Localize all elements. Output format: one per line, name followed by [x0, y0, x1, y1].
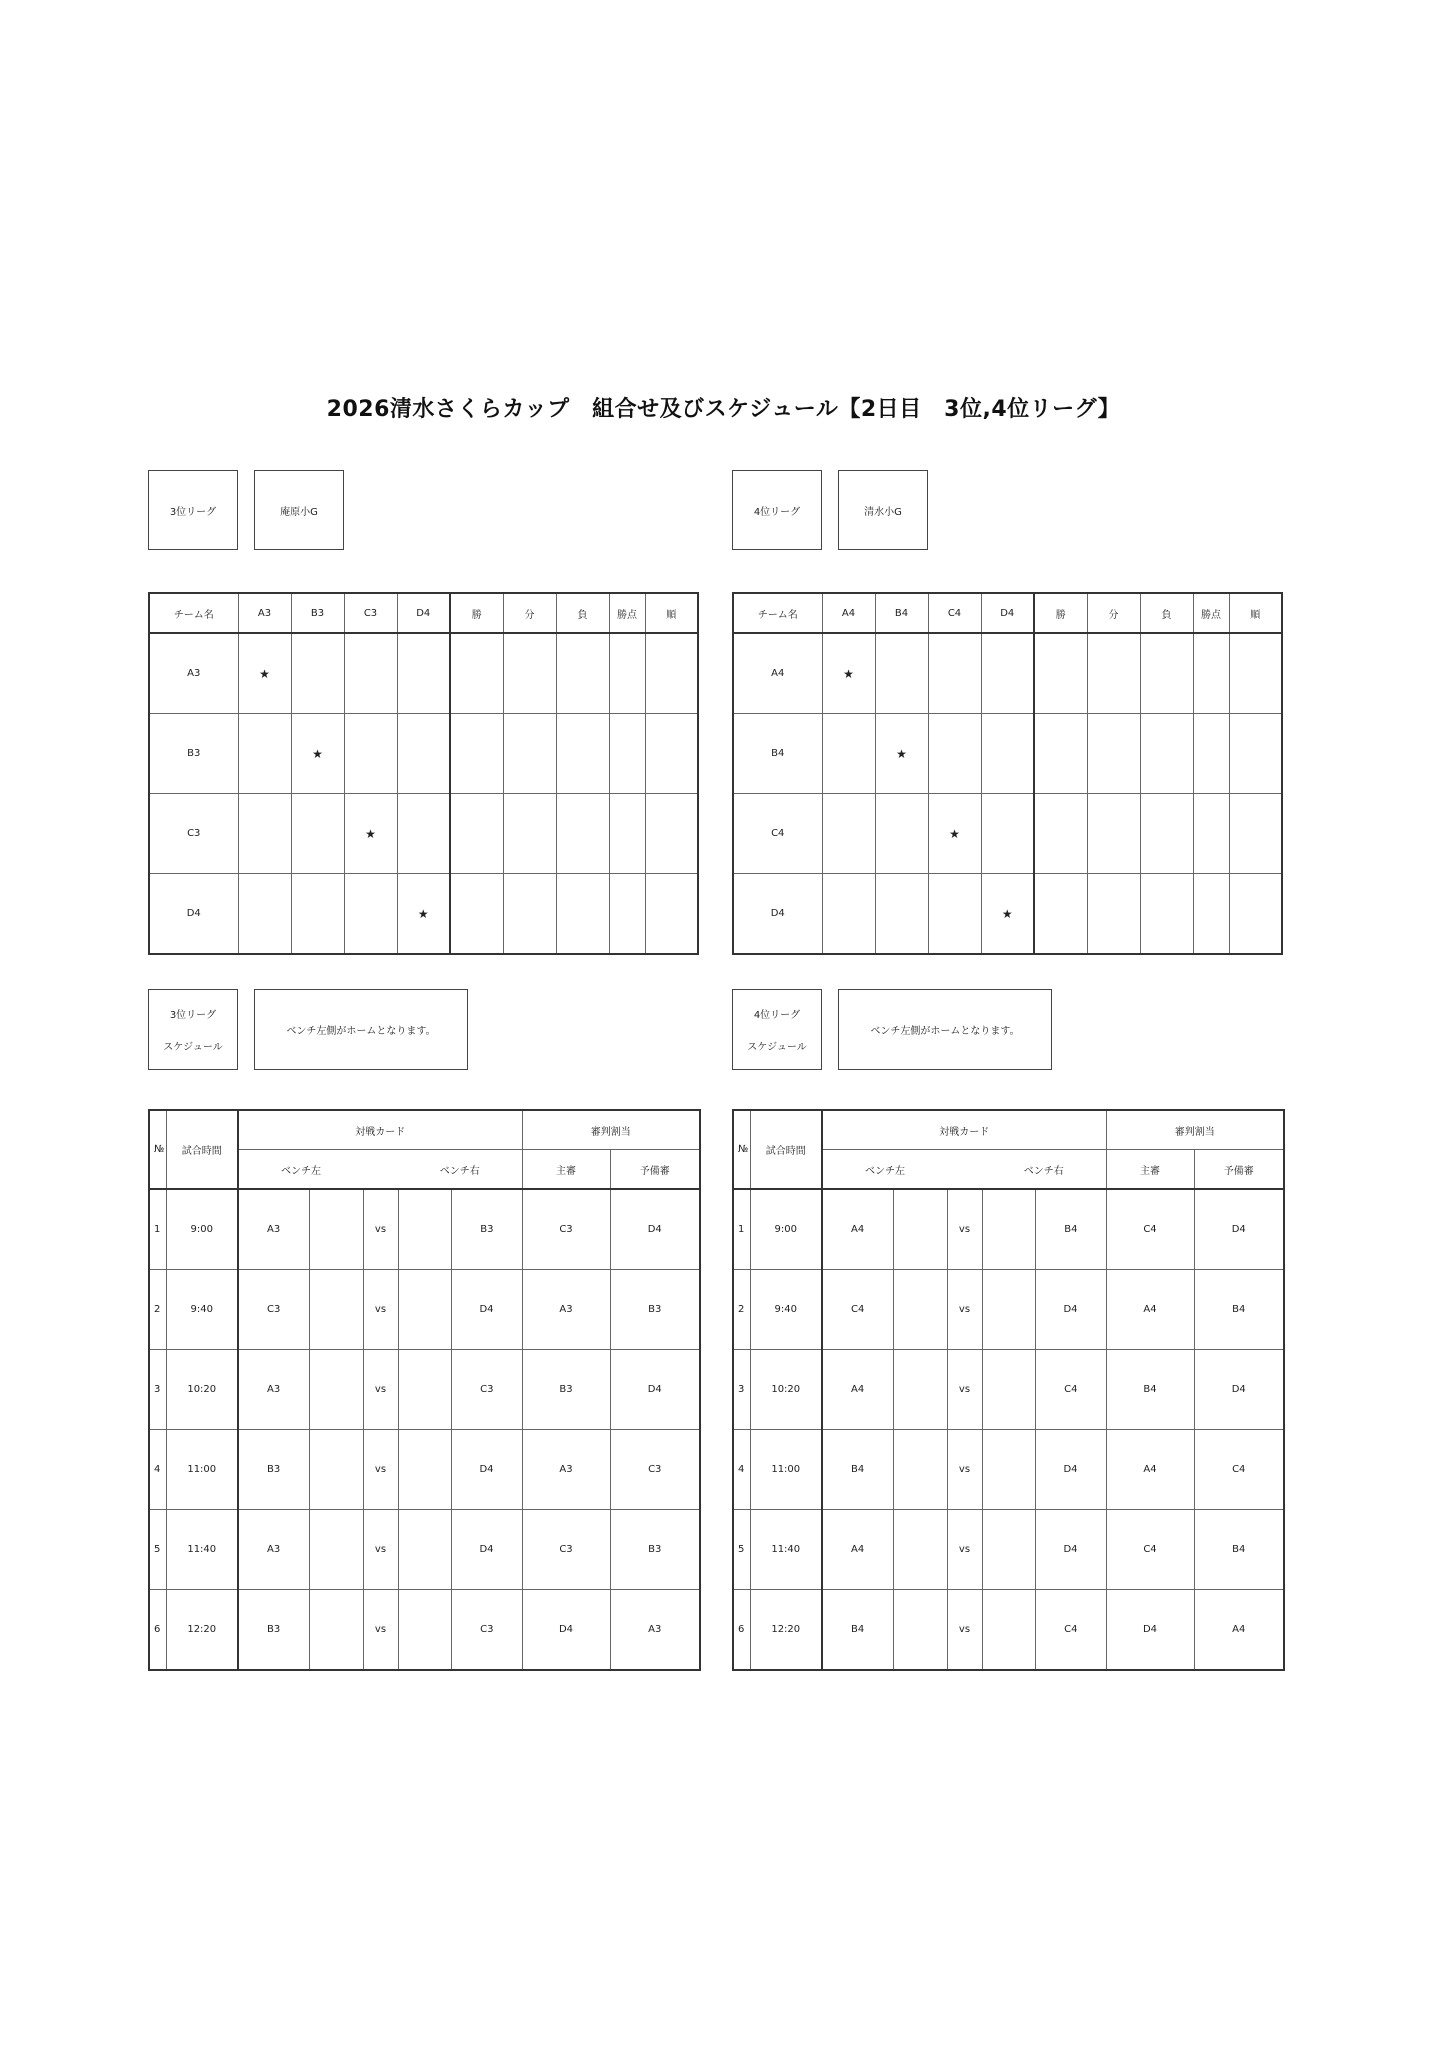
match-no: 3 [149, 1350, 166, 1430]
sub-referee: A4 [1194, 1590, 1284, 1671]
match-time: 11:40 [166, 1510, 238, 1590]
match-no: 2 [149, 1270, 166, 1350]
schedule-table-3rd [148, 1109, 701, 1671]
venue-name: 庵原小G [280, 506, 318, 518]
header-col-d4: D4 [981, 593, 1034, 633]
sub-referee: B3 [610, 1270, 700, 1350]
standings-row [149, 714, 698, 794]
bench-right-team: D4 [1035, 1510, 1106, 1590]
sub-referee: C3 [610, 1430, 700, 1510]
venue-box [838, 470, 928, 550]
win-cell [1034, 633, 1087, 714]
result-cell [238, 874, 291, 955]
schedule-label: スケジュール [163, 1041, 223, 1053]
vs-label: vs [363, 1270, 398, 1350]
match-time: 11:00 [750, 1430, 822, 1510]
header-col-d4: D4 [397, 593, 450, 633]
header-match-card: 対戦カード [238, 1110, 522, 1150]
result-cell [291, 633, 344, 714]
self-match-star: ★ [291, 714, 344, 794]
score-left [893, 1510, 947, 1590]
win-cell [1034, 794, 1087, 874]
vs-label: vs [363, 1430, 398, 1510]
bench-right-team: D4 [1035, 1270, 1106, 1350]
rank-cell [645, 714, 698, 794]
self-match-star: ★ [981, 874, 1034, 955]
vs-label: vs [363, 1350, 398, 1430]
team-name: D4 [733, 874, 822, 955]
header-col-b4: B4 [875, 593, 928, 633]
bench-left-team: B3 [238, 1590, 309, 1671]
vs-label: vs [363, 1189, 398, 1270]
bench-left-team: C4 [822, 1270, 893, 1350]
result-cell [981, 794, 1034, 874]
match-time: 10:20 [750, 1350, 822, 1430]
score-right [398, 1510, 451, 1590]
result-cell [397, 714, 450, 794]
draw-cell [503, 633, 556, 714]
vs-label: vs [947, 1189, 982, 1270]
header-draw: 分 [503, 593, 556, 633]
header-col-b3: B3 [291, 593, 344, 633]
header-bench-left: ベンチ左 [238, 1150, 363, 1190]
match-no: 4 [733, 1430, 750, 1510]
points-cell [609, 633, 645, 714]
result-cell [875, 794, 928, 874]
match-time: 9:00 [166, 1189, 238, 1270]
draw-cell [503, 714, 556, 794]
schedule-league-label: 4位リーグ [753, 1010, 801, 1022]
bench-right-team: B4 [1035, 1189, 1106, 1270]
league-name-box [148, 470, 238, 550]
win-cell [450, 874, 503, 955]
bench-right-team: C3 [451, 1590, 522, 1671]
main-referee: A4 [1106, 1430, 1194, 1510]
standings-row [149, 874, 698, 955]
score-right [982, 1270, 1035, 1350]
result-cell [822, 714, 875, 794]
loss-cell [1140, 794, 1193, 874]
vs-label: vs [363, 1510, 398, 1590]
schedule-row [149, 1189, 700, 1270]
vs-label: vs [947, 1430, 982, 1510]
draw-cell [1087, 874, 1140, 955]
self-match-star: ★ [822, 633, 875, 714]
bench-left-team: B4 [822, 1590, 893, 1671]
schedule-row [733, 1510, 1284, 1590]
bench-right-team: B3 [451, 1189, 522, 1270]
header-no: № [733, 1110, 750, 1189]
result-cell [822, 874, 875, 955]
rank-cell [645, 874, 698, 955]
score-right [398, 1590, 451, 1671]
header-bench-right: ベンチ右 [982, 1150, 1106, 1190]
header-col-c4: C4 [928, 593, 981, 633]
score-left [893, 1590, 947, 1671]
schedule-row [733, 1270, 1284, 1350]
main-referee: B3 [522, 1350, 610, 1430]
loss-cell [556, 714, 609, 794]
vs-label: vs [947, 1590, 982, 1671]
score-left [309, 1270, 363, 1350]
self-match-star: ★ [344, 794, 397, 874]
header-main-ref: 主審 [522, 1150, 610, 1190]
points-cell [1193, 714, 1229, 794]
match-no: 1 [149, 1189, 166, 1270]
score-right [398, 1189, 451, 1270]
bench-left-team: A3 [238, 1510, 309, 1590]
schedule-label: スケジュール [747, 1041, 807, 1053]
points-cell [609, 714, 645, 794]
team-name: A4 [733, 633, 822, 714]
result-cell [397, 794, 450, 874]
loss-cell [556, 633, 609, 714]
main-referee: B4 [1106, 1350, 1194, 1430]
header-col-a4: A4 [822, 593, 875, 633]
result-cell [928, 633, 981, 714]
schedule-row [149, 1270, 700, 1350]
bench-left-team: A4 [822, 1350, 893, 1430]
match-time: 11:00 [166, 1430, 238, 1510]
points-cell [1193, 874, 1229, 955]
bench-left-team: C3 [238, 1270, 309, 1350]
sub-referee: D4 [1194, 1350, 1284, 1430]
team-name: B4 [733, 714, 822, 794]
draw-cell [1087, 714, 1140, 794]
schedule-row [149, 1350, 700, 1430]
header-win: 勝 [1034, 593, 1087, 633]
score-right [982, 1510, 1035, 1590]
header-points: 勝点 [1193, 593, 1229, 633]
note-box [254, 989, 468, 1070]
self-match-star: ★ [928, 794, 981, 874]
header-sub-ref: 予備審 [1194, 1150, 1284, 1190]
team-name: D4 [149, 874, 238, 955]
team-name: B3 [149, 714, 238, 794]
loss-cell [1140, 874, 1193, 955]
loss-cell [556, 874, 609, 955]
match-time: 12:20 [166, 1590, 238, 1671]
standings-row [733, 633, 1282, 714]
match-time: 9:40 [750, 1270, 822, 1350]
result-cell [344, 874, 397, 955]
schedule-league-label: 3位リーグ [169, 1010, 217, 1022]
schedule-table-4th [732, 1109, 1285, 1671]
match-no: 5 [149, 1510, 166, 1590]
points-cell [1193, 794, 1229, 874]
match-no: 1 [733, 1189, 750, 1270]
header-referee: 審判割当 [522, 1110, 700, 1150]
sub-referee: C4 [1194, 1430, 1284, 1510]
team-name: A3 [149, 633, 238, 714]
header-spacer [363, 1150, 398, 1190]
score-left [893, 1430, 947, 1510]
score-left [309, 1430, 363, 1510]
bench-right-team: C3 [451, 1350, 522, 1430]
bench-left-team: B3 [238, 1430, 309, 1510]
bench-left-team: A3 [238, 1350, 309, 1430]
rank-cell [1229, 714, 1282, 794]
schedule-label-box [148, 989, 238, 1070]
score-right [982, 1430, 1035, 1510]
header-rank: 順 [1229, 593, 1282, 633]
rank-cell [645, 794, 698, 874]
vs-label: vs [363, 1590, 398, 1671]
result-cell [291, 794, 344, 874]
schedule-row [733, 1590, 1284, 1671]
team-name: C3 [149, 794, 238, 874]
header-loss: 負 [556, 593, 609, 633]
match-time: 9:40 [166, 1270, 238, 1350]
sub-referee: D4 [610, 1189, 700, 1270]
standings-table-3rd [148, 592, 699, 955]
match-no: 3 [733, 1350, 750, 1430]
result-cell [981, 714, 1034, 794]
score-right [398, 1430, 451, 1510]
match-no: 6 [149, 1590, 166, 1671]
win-cell [450, 714, 503, 794]
vs-label: vs [947, 1270, 982, 1350]
home-note: ベンチ左側がホームとなります。 [870, 1026, 1020, 1037]
draw-cell [503, 794, 556, 874]
header-time: 試合時間 [166, 1110, 238, 1189]
loss-cell [1140, 714, 1193, 794]
league-name-box [732, 470, 822, 550]
header-spacer [947, 1150, 982, 1190]
score-left [893, 1189, 947, 1270]
loss-cell [1140, 633, 1193, 714]
match-time: 11:40 [750, 1510, 822, 1590]
schedule-header-row [149, 1110, 700, 1150]
draw-cell [503, 874, 556, 955]
win-cell [1034, 714, 1087, 794]
bench-right-team: D4 [451, 1270, 522, 1350]
draw-cell [1087, 794, 1140, 874]
standings-row [149, 794, 698, 874]
result-cell [928, 874, 981, 955]
sub-referee: A3 [610, 1590, 700, 1671]
rank-cell [1229, 633, 1282, 714]
loss-cell [556, 794, 609, 874]
schedule-row [733, 1189, 1284, 1270]
league-name: 3位リーグ [169, 506, 217, 518]
score-right [982, 1350, 1035, 1430]
score-right [982, 1590, 1035, 1671]
main-referee: C4 [1106, 1510, 1194, 1590]
schedule-row [149, 1430, 700, 1510]
score-left [309, 1510, 363, 1590]
draw-cell [1087, 633, 1140, 714]
result-cell [344, 714, 397, 794]
standings-row [149, 633, 698, 714]
score-right [982, 1189, 1035, 1270]
vs-label: vs [947, 1350, 982, 1430]
bench-right-team: D4 [1035, 1430, 1106, 1510]
match-no: 6 [733, 1590, 750, 1671]
header-col-c3: C3 [344, 593, 397, 633]
result-cell [238, 714, 291, 794]
bench-right-team: C4 [1035, 1350, 1106, 1430]
schedule-label-box [732, 989, 822, 1070]
self-match-star: ★ [238, 633, 291, 714]
bench-left-team: A4 [822, 1510, 893, 1590]
result-cell [238, 794, 291, 874]
win-cell [1034, 874, 1087, 955]
rank-cell [1229, 874, 1282, 955]
main-referee: C4 [1106, 1189, 1194, 1270]
main-referee: D4 [1106, 1590, 1194, 1671]
points-cell [1193, 633, 1229, 714]
header-main-ref: 主審 [1106, 1150, 1194, 1190]
score-left [893, 1350, 947, 1430]
header-loss: 負 [1140, 593, 1193, 633]
score-right [398, 1270, 451, 1350]
standings-row [733, 794, 1282, 874]
bench-left-team: A4 [822, 1189, 893, 1270]
result-cell [875, 874, 928, 955]
schedule-row [733, 1430, 1284, 1510]
result-cell [397, 633, 450, 714]
header-time: 試合時間 [750, 1110, 822, 1189]
match-time: 12:20 [750, 1590, 822, 1671]
vs-label: vs [947, 1510, 982, 1590]
schedule-row [733, 1350, 1284, 1430]
header-bench-right: ベンチ右 [398, 1150, 522, 1190]
note-box [838, 989, 1052, 1070]
header-draw: 分 [1087, 593, 1140, 633]
result-cell [344, 633, 397, 714]
header-no: № [149, 1110, 166, 1189]
bench-right-team: D4 [451, 1430, 522, 1510]
sub-referee: D4 [1194, 1189, 1284, 1270]
bench-left-team: A3 [238, 1189, 309, 1270]
team-name: C4 [733, 794, 822, 874]
header-points: 勝点 [609, 593, 645, 633]
match-no: 2 [733, 1270, 750, 1350]
result-cell [981, 633, 1034, 714]
standings-header-row [149, 593, 698, 633]
league-name: 4位リーグ [753, 506, 801, 518]
score-left [309, 1590, 363, 1671]
score-left [309, 1189, 363, 1270]
standings-row [733, 874, 1282, 955]
header-col-a3: A3 [238, 593, 291, 633]
venue-name: 清水小G [864, 506, 902, 518]
result-cell [875, 633, 928, 714]
rank-cell [645, 633, 698, 714]
sub-referee: B4 [1194, 1270, 1284, 1350]
standings-header-row [733, 593, 1282, 633]
main-referee: A3 [522, 1430, 610, 1510]
header-bench-left: ベンチ左 [822, 1150, 947, 1190]
bench-right-team: D4 [451, 1510, 522, 1590]
self-match-star: ★ [875, 714, 928, 794]
score-left [309, 1350, 363, 1430]
score-right [398, 1350, 451, 1430]
header-sub-ref: 予備審 [610, 1150, 700, 1190]
home-note: ベンチ左側がホームとなります。 [286, 1026, 436, 1037]
schedule-row [149, 1510, 700, 1590]
standings-table-4th [732, 592, 1283, 955]
bench-right-team: C4 [1035, 1590, 1106, 1671]
page-title: 2026清水さくらカップ 組合せ及びスケジュール【2日目 3位,4位リーグ】 [326, 397, 1121, 422]
sub-referee: D4 [610, 1350, 700, 1430]
match-no: 5 [733, 1510, 750, 1590]
header-rank: 順 [645, 593, 698, 633]
schedule-header-row [733, 1110, 1284, 1150]
schedule-row [149, 1590, 700, 1671]
result-cell [291, 874, 344, 955]
result-cell [822, 794, 875, 874]
match-no: 4 [149, 1430, 166, 1510]
main-referee: C3 [522, 1510, 610, 1590]
match-time: 10:20 [166, 1350, 238, 1430]
header-win: 勝 [450, 593, 503, 633]
header-match-card: 対戦カード [822, 1110, 1106, 1150]
win-cell [450, 794, 503, 874]
main-referee: C3 [522, 1189, 610, 1270]
score-left [893, 1270, 947, 1350]
sub-referee: B4 [1194, 1510, 1284, 1590]
rank-cell [1229, 794, 1282, 874]
main-referee: D4 [522, 1590, 610, 1671]
match-time: 9:00 [750, 1189, 822, 1270]
main-referee: A3 [522, 1270, 610, 1350]
venue-box [254, 470, 344, 550]
points-cell [609, 794, 645, 874]
header-team-name: チーム名 [149, 593, 238, 633]
win-cell [450, 633, 503, 714]
result-cell [928, 714, 981, 794]
bench-left-team: B4 [822, 1430, 893, 1510]
header-referee: 審判割当 [1106, 1110, 1284, 1150]
main-referee: A4 [1106, 1270, 1194, 1350]
points-cell [609, 874, 645, 955]
self-match-star: ★ [397, 874, 450, 955]
header-team-name: チーム名 [733, 593, 822, 633]
sub-referee: B3 [610, 1510, 700, 1590]
standings-row [733, 714, 1282, 794]
